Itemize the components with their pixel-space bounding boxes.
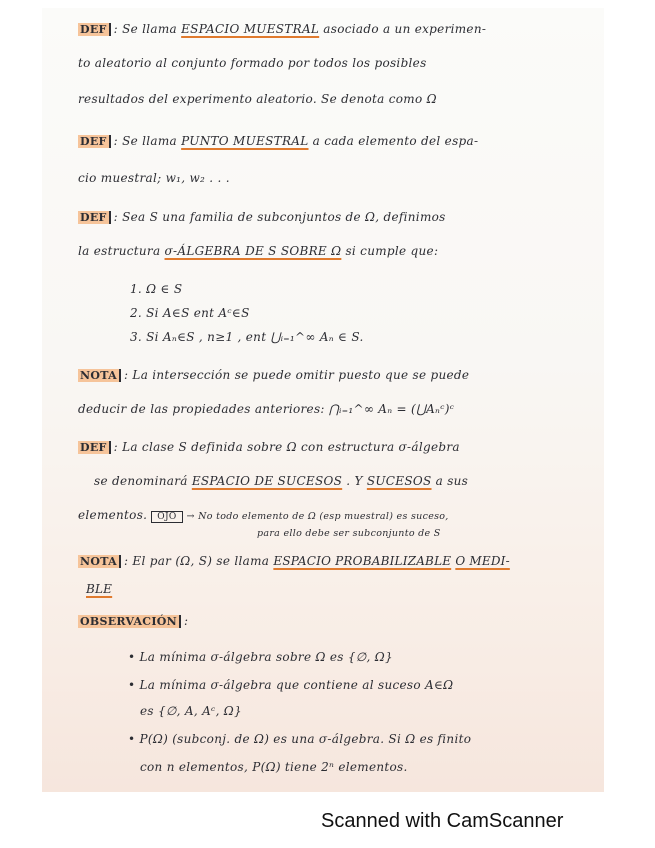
scanned-page [42,8,604,792]
text-line [78,92,437,106]
def-espacio-sucesos [78,440,460,454]
ojo-box: OJO [151,511,182,523]
term-espacio-muestral: ESPACIO MUESTRAL [181,22,320,36]
text: to aleatorio al conjunto formado por todos los posibles [78,56,427,70]
text: a cada elemento del espa- [308,134,479,148]
ojo-note-continued [257,528,441,539]
text: resultados del experimento aleatorio. Se denota como Ω [78,92,437,106]
text: asociado a un experimen- [319,22,487,36]
bullet-item [128,678,453,692]
term-sucesos: SUCESOS [366,474,432,488]
bullet-item [128,732,471,746]
term-medible-end: BLE [86,582,113,596]
term-espacio-probabilizable: ESPACIO PROBABILIZABLE [273,554,452,568]
nota-label: NOTA [78,555,121,568]
term-o-medible: O MEDI- [455,554,510,568]
text-line [78,56,427,70]
list-item [130,306,250,320]
text: : La clase S definida sobre Ω con estructura σ-álgebra [113,440,460,454]
def-punto-muestral [78,134,478,148]
text: • P(Ω) (subconj. de Ω) es una σ-álgebra. Si Ω es finito [128,732,472,746]
text-line [78,244,438,258]
def-label: DEF [78,211,111,224]
text: a sus [431,474,469,488]
bullet-item-continued [140,760,408,774]
def-label: DEF [78,135,111,148]
text: . Y [342,474,367,488]
def-label: DEF [78,441,111,454]
text: : El par (Ω, S) se llama [123,554,274,568]
text: • La mínima σ-álgebra que contiene al suceso A∈Ω [128,678,454,692]
text: : [184,614,189,628]
def-espacio-muestral [78,22,486,36]
observacion-heading [78,614,188,628]
text: cio muestral; w₁, w₂ . . . [78,171,230,185]
text: es {∅, A, Aᶜ, Ω} [140,704,242,718]
text: • La mínima σ-álgebra sobre Ω es {∅, Ω} [128,650,393,664]
text: elementos. [78,508,148,522]
term-sigma-algebra: σ-ÁLGEBRA DE S SOBRE Ω [164,244,342,258]
text-line [78,171,230,185]
list-item [130,330,364,344]
text: se denominará [94,474,192,488]
text: : Se llama [113,134,182,148]
text: si cumple que: [341,244,439,258]
list-item [130,282,182,296]
text: para ello debe ser subconjunto de S [257,528,441,539]
text: la estructura [78,244,165,258]
text: deducir de las propiedades anteriores: ⋂ᵢ₌₁^∞ Aₙ = (⋃Aₙᶜ)ᶜ [78,402,455,416]
text: : Se llama [113,22,182,36]
nota-espacio-probabilizable [78,554,510,568]
bullet-item [128,650,393,664]
text-line [86,582,112,596]
observacion-label: OBSERVACIÓN [78,615,181,628]
nota-label: NOTA [78,369,121,382]
text: 3. Si Aₙ∈S , n≥1 , ent ⋃ᵢ₌₁^∞ Aₙ ∈ S. [130,330,364,344]
text-line [94,474,468,488]
term-espacio-sucesos: ESPACIO DE SUCESOS [191,474,343,488]
text: con n elementos, P(Ω) tiene 2ⁿ elementos. [140,760,408,774]
text: 2. Si A∈S ent Aᶜ∈S [130,306,250,320]
nota-interseccion [78,368,469,382]
term-punto-muestral: PUNTO MUESTRAL [181,134,309,148]
text: : Sea S una familia de subconjuntos de Ω, definimos [113,210,446,224]
text-line [78,508,449,523]
text: 1. Ω ∈ S [130,282,183,296]
def-sigma-algebra [78,210,446,224]
bullet-item-continued [140,704,242,718]
def-label: DEF [78,23,111,36]
text-line [78,402,454,416]
text: : La intersección se puede omitir puesto que se puede [123,368,470,382]
camscanner-watermark: Scanned with CamScanner [321,810,564,832]
ojo-note: → No todo elemento de Ω (esp muestral) es suceso, [186,511,449,522]
